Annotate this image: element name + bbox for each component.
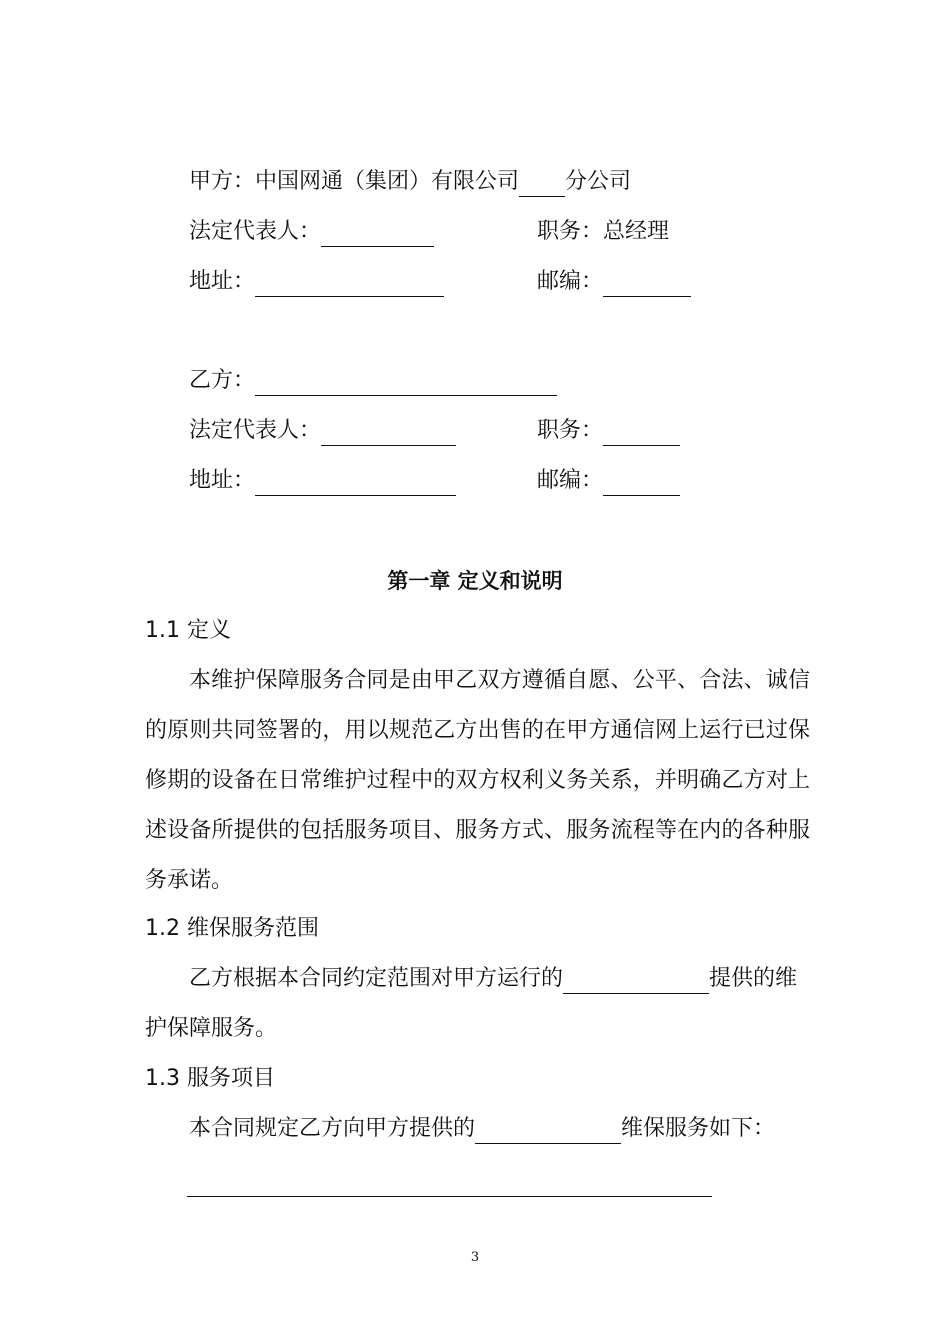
party-b-name-label: 乙方： — [189, 368, 256, 393]
party-a-postcode-label: 邮编： — [537, 269, 604, 294]
party-a-branch-suffix: 分公司 — [565, 169, 632, 194]
party-b-name-blank[interactable] — [255, 369, 557, 396]
party-a-rep-line — [189, 217, 434, 247]
section-1-3-body-line1 — [189, 1114, 775, 1144]
section-1-2-body-line1 — [189, 964, 797, 994]
section-1-3-text-before: 本合同规定乙方向甲方提供的 — [189, 1116, 476, 1141]
party-a-name-line — [189, 167, 631, 197]
party-a-rep-blank[interactable] — [321, 220, 434, 247]
party-b-title-blank[interactable] — [603, 419, 680, 446]
section-1-1-text: 本维护保障服务合同是由甲乙双方遵循自愿、公平、合法、诚信的原则共同签署的，用以规范乙方出售的在甲方通信网上运行已过保修期的设备在日常维护过程中的双方权利义务关系，并明确乙方对上述设备所提供的包括服务项目、服务方式、服务流程等在内的各种服务承诺。 — [145, 668, 810, 893]
party-b-postcode-label: 邮编： — [537, 468, 604, 493]
party-b-rep-line — [189, 416, 456, 446]
party-a-branch-blank[interactable] — [519, 170, 565, 197]
party-a-postcode-line — [537, 267, 691, 297]
party-a-address-label: 地址： — [189, 269, 256, 294]
section-1-2-body-line2: 护保障服务。 — [145, 1016, 278, 1041]
party-a-rep-label: 法定代表人： — [189, 219, 322, 244]
party-a-title: 职务：总经理 — [537, 219, 670, 244]
party-a-postcode-blank[interactable] — [603, 270, 691, 297]
section-1-2-text-before: 乙方根据本合同约定范围对甲方运行的 — [189, 966, 564, 991]
party-b-address-label: 地址： — [189, 468, 256, 493]
section-1-2-blank[interactable] — [563, 967, 709, 994]
party-b-postcode-line — [537, 466, 680, 496]
chapter-title: 第一章 定义和说明 — [387, 569, 563, 593]
section-heading-1-3: 1.3 服务项目 — [145, 1066, 275, 1091]
party-a-address-line — [189, 267, 444, 297]
party-b-address-line — [189, 466, 456, 496]
party-b-title-line — [537, 416, 680, 446]
party-a-address-blank[interactable] — [255, 270, 444, 297]
party-b-address-blank[interactable] — [255, 469, 456, 496]
page-number: 3 — [470, 1250, 480, 1265]
section-1-3-items-blank[interactable] — [187, 1196, 712, 1197]
party-b-name-line — [189, 366, 557, 396]
party-b-postcode-blank[interactable] — [603, 469, 680, 496]
section-1-3-blank[interactable] — [475, 1117, 621, 1144]
party-b-rep-label: 法定代表人： — [189, 418, 322, 443]
section-1-2-text-after: 提供的维 — [709, 966, 798, 991]
section-heading-1-2: 1.2 维保服务范围 — [145, 916, 319, 941]
party-b-rep-blank[interactable] — [321, 419, 456, 446]
party-a-name-label: 甲方：中国网通（集团）有限公司 — [189, 169, 520, 194]
section-1-1-body — [145, 656, 810, 906]
party-b-title-label: 职务： — [537, 418, 604, 443]
section-heading-1-1: 1.1 定义 — [145, 618, 231, 643]
section-1-3-text-after: 维保服务如下： — [621, 1116, 776, 1141]
